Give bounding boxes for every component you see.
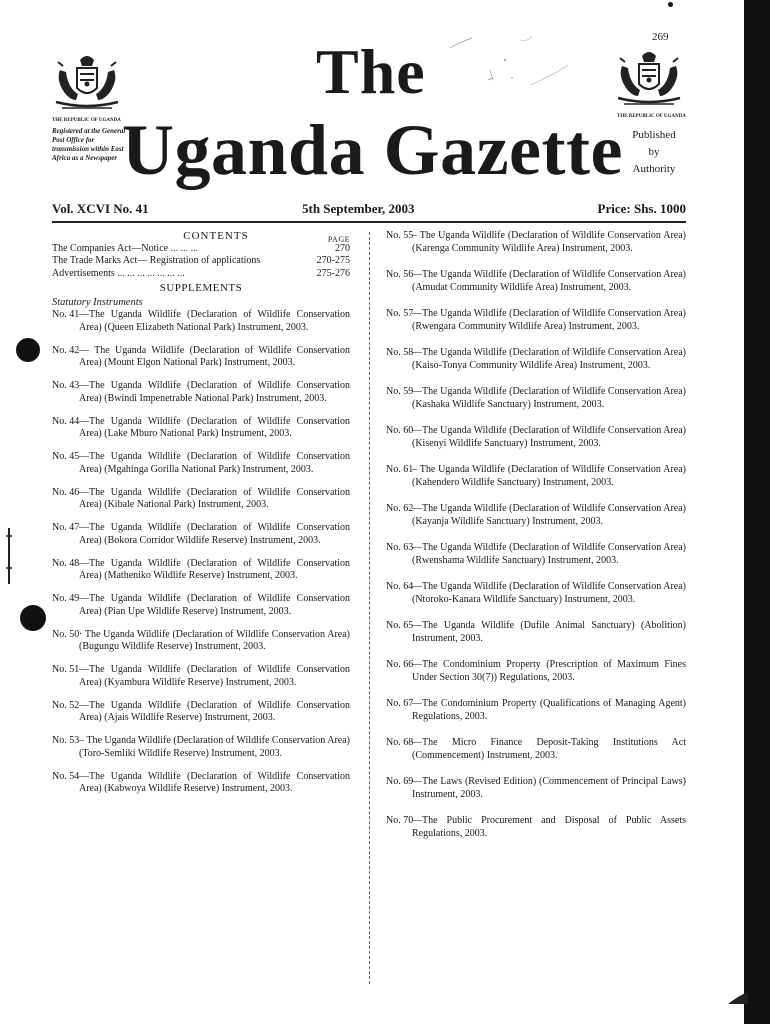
crest-caption-right: THE REPUBLIC OF UGANDA bbox=[617, 114, 686, 119]
instrument-title: —The Uganda Wildlife (Declaration of Wildlife Conservation Area) (Rwenshama Wildlife Sanctuary) Instrument, 2003. bbox=[412, 542, 686, 566]
instrument-number: No. 62 bbox=[386, 503, 414, 514]
page-number: 269 bbox=[652, 31, 669, 43]
instrument-number: No. 52 bbox=[52, 699, 80, 711]
scan-smudge-marks bbox=[430, 30, 610, 120]
instrument-number: No. 55 bbox=[386, 230, 414, 241]
instrument-entry bbox=[52, 558, 350, 583]
instrument-title: —The Laws (Revised Edition) (Commencement of Principal Laws) Instrument, 2003. bbox=[412, 776, 686, 800]
contents-item-title: The Trade Marks Act— Registration of applications bbox=[52, 255, 261, 266]
contents-item bbox=[52, 243, 350, 256]
instrument-title: —The Uganda Wildlife (Declaration of Wildlife Conservation Area) (Ntoroko-Kanara Wildlife Sanctuary) Instrument, 2003. bbox=[412, 581, 686, 605]
instrument-entry bbox=[386, 542, 686, 567]
issue-price: Price: Shs. 1000 bbox=[597, 201, 686, 216]
instrument-number: No. 43 bbox=[52, 380, 80, 391]
masthead-the: The bbox=[316, 36, 426, 107]
instrument-number: No. 67 bbox=[386, 698, 414, 709]
instrument-number: No. 60 bbox=[386, 425, 414, 436]
issue-date: 5th September, 2003 bbox=[302, 201, 415, 216]
scan-margin-mark bbox=[4, 528, 14, 584]
instrument-number: No. 45 bbox=[52, 451, 80, 462]
instrument-entry bbox=[386, 230, 686, 255]
instrument-entry bbox=[386, 386, 686, 411]
instrument-entry bbox=[52, 771, 350, 796]
instrument-entry bbox=[52, 629, 350, 654]
instrument-entry bbox=[52, 345, 350, 370]
instrument-list-left bbox=[52, 309, 350, 796]
instrument-number: No. 44 bbox=[52, 415, 80, 427]
instrument-number: No. 63 bbox=[386, 542, 414, 553]
instrument-entry bbox=[52, 416, 350, 441]
coat-of-arms-icon bbox=[50, 50, 124, 116]
punch-hole-top bbox=[16, 338, 40, 362]
instrument-entry bbox=[386, 737, 686, 762]
contents-list bbox=[52, 243, 350, 281]
masthead-rule bbox=[52, 221, 686, 223]
instrument-entry bbox=[386, 269, 686, 294]
instrument-number: No. 57 bbox=[386, 308, 414, 319]
instrument-entry bbox=[386, 503, 686, 528]
instrument-entry bbox=[52, 309, 350, 334]
instrument-title: —The Uganda Wildlife (Declaration of Wildlife Conservation Area) (Kaiso-Tonya Community Wildlife Area) Instrument, 2003. bbox=[412, 347, 686, 371]
contents-leader: ... ... ... bbox=[168, 242, 199, 254]
instrument-title: —The Uganda Wildlife (Declaration of Wildlife Conservation Area) (Bwindi Impenetrable National Park) Instrument, 2003. bbox=[79, 380, 350, 404]
instrument-title: —The Uganda Wildlife (Declaration of Wildlife Conservation Area) (Ajais Wildlife Reserve) Instrument, 2003. bbox=[79, 699, 350, 723]
instrument-title: —The Uganda Wildlife (Declaration of Wildlife Conservation Area) (Kashaka Wildlife Sanctuary) Instrument, 2003. bbox=[412, 386, 686, 410]
instrument-title: —The Uganda Wildlife (Declaration of Wildlife Conservation Area) (Bokora Corridor Wildlife Reserve) Instrument, 2003. bbox=[79, 522, 350, 546]
instrument-title: · The Uganda Wildlife (Declaration of Wildlife Conservation Area) (Bugungu Wildlife Reserve) Instrument, 2003. bbox=[79, 628, 350, 652]
instrument-title: —The Uganda Wildlife (Declaration of Wildlife Conservation Area) (Kayanja Wildlife Sanctuary) Instrument, 2003. bbox=[412, 503, 686, 527]
instrument-entry bbox=[386, 698, 686, 723]
instrument-title: —The Condominium Property (Prescription of Maximum Fines Under Section 30(7)) Regulations, 2003. bbox=[412, 659, 686, 683]
registered-note: Registered at the General Post Office for transmission within East Africa as a Newspaper bbox=[52, 127, 126, 162]
instrument-title: —The Condominium Property (Qualifications of Managing Agent) Regulations, 2003. bbox=[412, 698, 686, 722]
page-corner-mark bbox=[728, 992, 748, 1004]
published-line: Published bbox=[632, 129, 676, 141]
contents-item bbox=[52, 268, 350, 281]
contents-item-title: Advertisements bbox=[52, 267, 115, 279]
instrument-title: —The Uganda Wildlife (Declaration of Wildlife Conservation Area) (Rwengara Community Wildlife Area) Instrument, 2003. bbox=[412, 308, 686, 332]
instrument-title: —The Uganda Wildlife (Declaration of Wildlife Conservation Area) (Kyambura Wildlife Reserve) Instrument, 2003. bbox=[79, 664, 350, 688]
published-line: by bbox=[648, 146, 660, 158]
instrument-title: —The Uganda Wildlife (Declaration of Wildlife Conservation Area) (Pian Upe Wildlife Reserve) Instrument, 2003. bbox=[79, 593, 350, 617]
instrument-entry bbox=[52, 380, 350, 405]
instrument-entry bbox=[52, 451, 350, 476]
crest-caption-left: THE REPUBLIC OF UGANDA bbox=[52, 118, 121, 123]
contents-item bbox=[52, 255, 350, 268]
scan-edge-bar bbox=[744, 0, 770, 1024]
contents-item-page: 275-276 bbox=[316, 267, 350, 279]
instrument-number: No. 69 bbox=[386, 776, 414, 787]
instrument-number: No. 53 bbox=[52, 735, 80, 746]
instrument-title: – The Uganda Wildlife (Declaration of Wildlife Conservation Area) (Kahendero Wildlife Sanctuary) Instrument, 2003. bbox=[412, 464, 686, 488]
instrument-number: No. 51 bbox=[52, 664, 80, 675]
instrument-number: No. 59 bbox=[386, 386, 414, 397]
coat-of-arms-icon bbox=[612, 46, 686, 112]
scan-speck bbox=[668, 2, 673, 7]
instrument-title: —The Micro Finance Deposit-Taking Institutions Act (Commencement) Instrument, 2003. bbox=[412, 737, 686, 761]
instrument-entry bbox=[52, 593, 350, 618]
instrument-entry bbox=[386, 347, 686, 372]
masthead-title: Uganda Gazette bbox=[122, 110, 623, 190]
instrument-title: —The Uganda Wildlife (Declaration of Wildlife Conservation Area) (Kisenyi Wildlife Sanctuary) Instrument, 2003. bbox=[412, 425, 686, 449]
instrument-number: No. 54 bbox=[52, 770, 80, 782]
instrument-title: —The Uganda Wildlife (Declaration of Wildlife Conservation Area) (Mgahinga Gorilla National Park) Instrument, 2003. bbox=[79, 451, 350, 475]
volume-number: Vol. XCVI No. 41 bbox=[52, 201, 149, 216]
instrument-title: —The Uganda Wildlife (Declaration of Wildlife Conservation Area) (Matheniko Wildlife Reserve) Instrument, 2003. bbox=[79, 557, 350, 581]
instrument-number: No. 65 bbox=[386, 620, 414, 631]
instrument-title: —The Uganda Wildlife (Declaration of Wildlife Conservation Area) (Kabwoya Wildlife Reserve) Instrument, 2003. bbox=[79, 770, 350, 794]
left-column bbox=[52, 230, 350, 806]
supplements-heading: SUPPLEMENTS bbox=[159, 282, 243, 294]
instrument-number: No. 64 bbox=[386, 581, 414, 592]
published-by-authority bbox=[621, 127, 687, 178]
instrument-title: — The Uganda Wildlife (Declaration of Wildlife Conservation Area) (Mount Elgon National Park) Instrument, 2003. bbox=[79, 344, 350, 368]
instrument-title: —The Uganda Wildlife (Dufile Animal Sanctuary) (Abolition) Instrument, 2003. bbox=[412, 620, 686, 644]
instrument-number: No. 58 bbox=[386, 347, 414, 358]
instrument-entry bbox=[386, 308, 686, 333]
instrument-number: No. 70 bbox=[386, 815, 414, 826]
right-column bbox=[386, 230, 686, 854]
instrument-entry bbox=[386, 659, 686, 684]
instrument-number: No. 47 bbox=[52, 522, 80, 533]
instrument-entry bbox=[52, 487, 350, 512]
instrument-title: —The Public Procurement and Disposal of Public Assets Regulations, 2003. bbox=[412, 815, 686, 839]
contents-item-page: 270-275 bbox=[316, 255, 350, 266]
instrument-entry bbox=[386, 581, 686, 606]
contents-item-page: 270 bbox=[335, 242, 350, 254]
instrument-title: —The Uganda Wildlife (Declaration of Wildlife Conservation Area) (Lake Mburo National Park) Instrument, 2003. bbox=[79, 415, 350, 439]
instrument-entry bbox=[386, 425, 686, 450]
instrument-number: No. 42 bbox=[52, 344, 80, 356]
instrument-entry bbox=[52, 700, 350, 725]
instrument-title: —The Uganda Wildlife (Declaration of Wildlife Conservation Area) (Amudat Community Wildlife Area) Instrument, 2003. bbox=[412, 269, 686, 293]
instrument-number: No. 56 bbox=[386, 269, 414, 280]
contents-item-title: The Companies Act—Notice bbox=[52, 242, 169, 254]
published-line: Authority bbox=[632, 163, 676, 175]
punch-hole-bottom bbox=[20, 605, 46, 631]
instrument-entry bbox=[386, 464, 686, 489]
instrument-number: No. 50 bbox=[52, 628, 80, 640]
instrument-number: No. 49 bbox=[52, 593, 80, 604]
instrument-entry bbox=[52, 522, 350, 547]
instrument-number: No. 68 bbox=[386, 737, 414, 748]
instrument-entry bbox=[386, 776, 686, 801]
instrument-list-right bbox=[386, 230, 686, 840]
instrument-entry bbox=[386, 815, 686, 840]
instrument-number: No. 66 bbox=[386, 659, 414, 670]
column-divider bbox=[369, 232, 370, 984]
instrument-number: No. 46 bbox=[52, 486, 80, 498]
instrument-title: —The Uganda Wildlife (Declaration of Wildlife Conservation Area) (Queen Elizabeth National Park) Instrument, 2003. bbox=[79, 309, 350, 333]
contents-heading: CONTENTS bbox=[183, 230, 249, 242]
contents-leader: ... ... ... ... ... ... ... bbox=[114, 267, 185, 279]
instrument-title: – The Uganda Wildlife (Declaration of Wildlife Conservation Area) (Toro-Semliki Wildlife Reserve) Instrument, 2003. bbox=[79, 735, 350, 759]
instrument-entry bbox=[52, 664, 350, 689]
issue-info-bar bbox=[52, 201, 686, 221]
instrument-number: No. 61 bbox=[386, 464, 414, 475]
instrument-number: No. 41 bbox=[52, 309, 80, 320]
statutory-instruments-subheading: Statutory Instruments bbox=[52, 296, 143, 308]
instrument-number: No. 48 bbox=[52, 557, 80, 569]
instrument-title: —The Uganda Wildlife (Declaration of Wildlife Conservation Area) (Kibale National Park) Instrument, 2003. bbox=[79, 486, 350, 510]
page-column-label: PAGE bbox=[327, 235, 350, 244]
instrument-entry bbox=[52, 735, 350, 760]
instrument-title: – The Uganda Wildlife (Declaration of Wildlife Conservation Area) (Karenga Community Wildlife Area) Instrument, 2003. bbox=[412, 230, 686, 254]
instrument-entry bbox=[386, 620, 686, 645]
